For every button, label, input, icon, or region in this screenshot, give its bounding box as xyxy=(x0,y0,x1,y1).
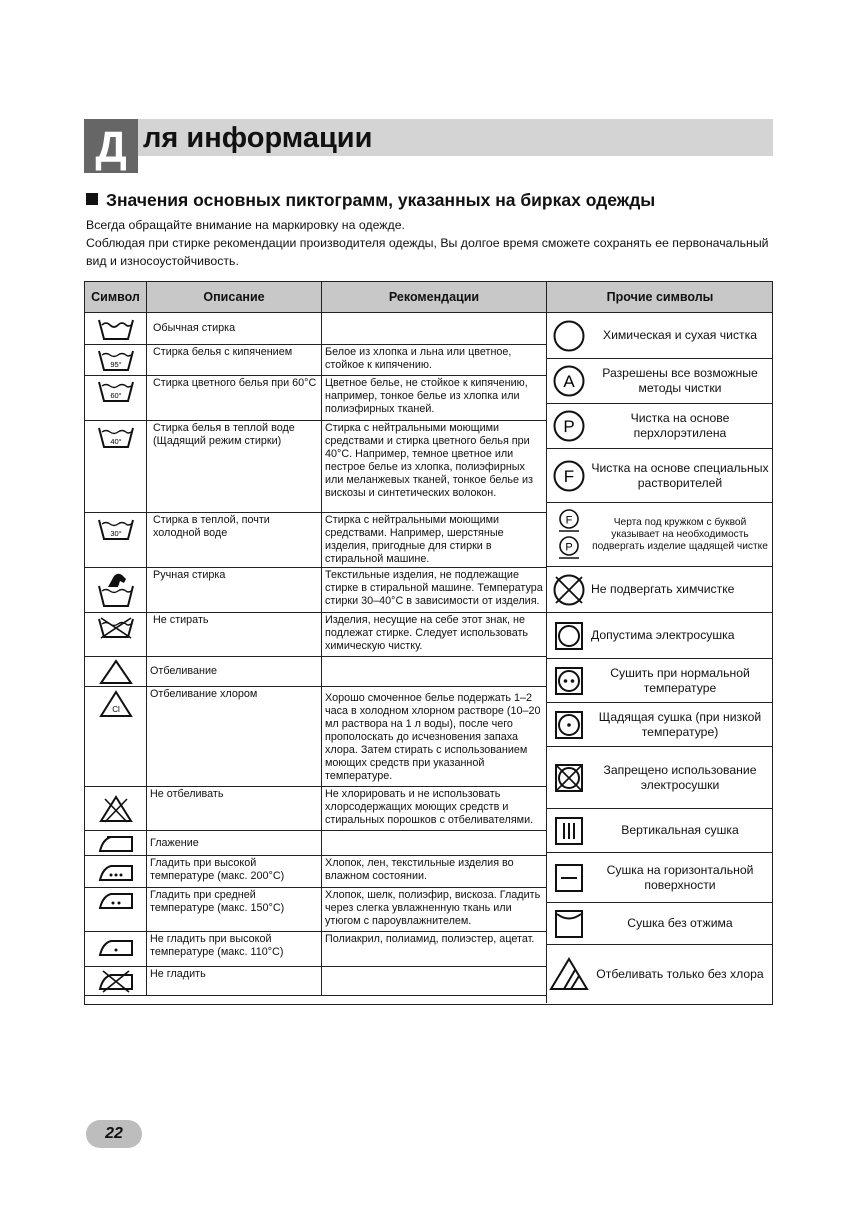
recommendation-cell: Хлопок, лен, текстильные изделия во влажном состоянии. xyxy=(322,856,547,888)
recommendation-cell: Изделия, несущие на себе этот знак, не подлежат стирке. Следует использовать химическую чистку. xyxy=(322,613,547,657)
wash-temp-label: 30° xyxy=(109,529,122,538)
description-cell: Не отбеливать xyxy=(147,787,322,831)
no-tumble-dry-icon xyxy=(554,763,584,793)
symbol-cell xyxy=(85,568,147,613)
other-symbol-row xyxy=(546,566,773,612)
dry-clean-p-icon xyxy=(552,409,586,443)
recommendation-cell: Текстильные изделия, не подлежащие стирке в стиральной машине. Температура стирки 30–40°С в зависимости от изделия. xyxy=(322,568,547,613)
other-symbol-row xyxy=(546,944,773,1003)
symbol-cell xyxy=(85,888,147,932)
recommendation-cell: Цветное белье, не стойкое к кипячению, например, тонкое белье из хлопка или полиэфирных тканей. xyxy=(322,376,547,421)
symbol-cell xyxy=(85,932,147,967)
chlorine-label: Cl xyxy=(111,705,120,714)
header-recommendations: Рекомендации xyxy=(322,282,547,313)
recommendation-cell xyxy=(322,313,547,345)
table-row xyxy=(85,376,547,421)
table-row xyxy=(85,513,547,568)
section-title-text: Значения основных пиктограмм, указанных на бирках одежды xyxy=(106,190,656,210)
recommendation-cell xyxy=(322,657,547,687)
table-row xyxy=(85,687,547,787)
other-symbol-row xyxy=(546,502,773,566)
header-letter-box: Д xyxy=(84,119,138,173)
wash-60-icon xyxy=(96,378,136,404)
table-row xyxy=(85,888,547,932)
gentle-clean-icon xyxy=(556,508,582,562)
section-title xyxy=(86,190,655,211)
page-title: ля информации xyxy=(143,122,373,154)
other-symbol-text: Щадящая сушка (при низкой температуре) xyxy=(598,709,762,739)
table-row xyxy=(85,856,547,888)
other-symbol-text: Чистка на основе специальных растворителей xyxy=(591,460,769,490)
symbol-cell xyxy=(85,513,147,568)
page-number: 22 xyxy=(86,1120,142,1148)
description-cell: Гладить при средней температуре (макс. 150°С) xyxy=(147,888,322,932)
gentle-clean-letter: P xyxy=(565,541,573,553)
description-cell: Стирка в теплой, почти холодной воде xyxy=(147,513,322,568)
wash-temp-label: 95° xyxy=(109,360,122,369)
iron-high-icon xyxy=(97,862,135,882)
other-symbols-column xyxy=(546,281,773,981)
other-symbol-row xyxy=(546,852,773,902)
description-cell: Ручная стирка xyxy=(147,568,322,613)
recommendation-cell xyxy=(322,967,547,996)
bleach-icon xyxy=(99,659,133,685)
flat-dry-icon xyxy=(554,863,584,893)
description-cell: Обычная стирка xyxy=(147,313,322,345)
gentle-clean-letter: F xyxy=(565,514,573,526)
table-row xyxy=(85,787,547,831)
intro-line-2: Соблюдая при стирке рекомендации производителя одежды, Вы долгое время сможете сохранять ее первоначальный вид и износоустойчивость. xyxy=(86,236,769,268)
symbol-cell xyxy=(85,787,147,831)
other-symbol-text: Запрещено использование электросушки xyxy=(603,762,757,792)
description-cell: Стирка белья с кипячением xyxy=(147,345,322,376)
other-symbol-row xyxy=(546,448,773,502)
description-cell: Гладить при высокой температуре (макс. 200°С) xyxy=(147,856,322,888)
no-dry-clean-icon xyxy=(551,572,587,608)
description-cell: Не гладить xyxy=(147,967,322,996)
description-cell: Отбеливание xyxy=(147,657,322,687)
description-cell: Не стирать xyxy=(147,613,322,657)
line-dry-icon xyxy=(554,816,584,846)
table-row xyxy=(85,932,547,967)
tumble-dry-icon xyxy=(554,621,584,651)
recommendation-cell: Стирка с нейтральными моющими средствами. Например, шерстяные изделия, пригодные для стирки в стиральной машине. xyxy=(322,513,547,568)
dry-clean-icon xyxy=(552,319,586,353)
description-cell: Стирка цветного белья при 60°С xyxy=(147,376,322,421)
other-symbol-text: Разрешены все возможные методы чистки xyxy=(602,366,758,395)
iron-icon xyxy=(97,833,135,853)
dry-clean-a-icon xyxy=(552,364,586,398)
other-symbol-text: Сушить при нормальной температуре xyxy=(610,665,750,695)
other-symbol-text: Вертикальная сушка xyxy=(621,823,739,837)
no-iron-icon xyxy=(97,969,135,993)
symbol-cell xyxy=(85,856,147,888)
table-row xyxy=(85,421,547,513)
intro-text xyxy=(86,216,776,270)
symbol-cell xyxy=(85,613,147,657)
table-row xyxy=(85,831,547,856)
description-cell: Отбеливание хлором xyxy=(147,687,322,787)
dry-clean-letter: F xyxy=(563,466,575,486)
other-symbol-text: Черта под кружком с буквой указывает на необходимость подвергать изделие щадящей чистке xyxy=(592,516,768,552)
no-bleach-icon xyxy=(99,795,133,823)
other-symbol-text: Сушка без отжима xyxy=(627,916,733,930)
other-symbol-text: Отбеливать только без хлора xyxy=(596,966,764,981)
symbol-cell xyxy=(85,831,147,856)
dry-clean-f-icon xyxy=(552,459,586,493)
recommendation-cell: Белое из хлопка и льна или цветное, стойкое к кипячению. xyxy=(322,345,547,376)
wash-40-icon xyxy=(96,424,136,450)
intro-line-1: Всегда обращайте внимание на маркировку на одежде. xyxy=(86,218,405,232)
no-iron-high-icon xyxy=(97,937,135,961)
symbol-cell xyxy=(85,313,147,345)
other-symbol-row xyxy=(546,313,773,358)
other-symbol-row xyxy=(546,902,773,944)
header-other-symbols: Прочие символы xyxy=(546,281,773,313)
wash-tub-icon xyxy=(96,316,136,342)
other-symbol-row xyxy=(546,403,773,448)
wash-temp-label: 40° xyxy=(109,437,122,446)
table-row xyxy=(85,657,547,687)
other-symbol-row xyxy=(546,358,773,403)
other-symbol-row xyxy=(546,612,773,658)
other-symbol-row xyxy=(546,702,773,746)
description-cell: Глажение xyxy=(147,831,322,856)
recommendation-cell: Полиакрил, полиамид, полиэстер, ацетат. xyxy=(322,932,547,967)
other-symbol-row xyxy=(546,808,773,852)
wash-95-icon xyxy=(96,347,136,373)
other-symbol-row xyxy=(546,658,773,702)
table-row xyxy=(85,345,547,376)
table-row xyxy=(85,967,547,996)
recommendation-cell: Не хлорировать и не использовать хлорсодержащих моющих средств и стиральных порошков с отбеливателями. xyxy=(322,787,547,831)
header-symbol: Символ xyxy=(85,282,147,313)
other-symbol-text: Допустима электросушка xyxy=(591,628,735,642)
iron-medium-icon xyxy=(97,890,135,910)
symbol-cell xyxy=(85,376,147,421)
wash-temp-label: 60° xyxy=(109,391,122,400)
drip-dry-icon xyxy=(554,909,584,939)
chlorine-bleach-icon xyxy=(99,690,133,718)
recommendation-cell: Хлопок, шелк, полиэфир, вискоза. Гладить через слегка увлажненную ткань или утюгом с пароувлажнителем. xyxy=(322,888,547,932)
wash-30-icon xyxy=(96,516,136,542)
table-row xyxy=(85,568,547,613)
dry-clean-letter: P xyxy=(563,417,575,436)
symbol-cell xyxy=(85,687,147,787)
other-symbol-text: Чистка на основе перхлорэтилена xyxy=(630,411,730,440)
other-symbol-text: Химическая и сухая чистка xyxy=(602,328,758,342)
description-cell: Не гладить при высокой температуре (макс. 110°С) xyxy=(147,932,322,967)
recommendation-cell: Стирка с нейтральными моющими средствами и стирка цветного белья при 40°С. Например, темное цветное или пестрое белье из хлопка, полиэфирных или меланжевых тканей, тонкое белье из вискозы и синтетических волокон. xyxy=(322,421,547,513)
other-symbol-text: Не подвергать химчистке xyxy=(591,582,735,596)
recommendation-cell xyxy=(322,831,547,856)
symbol-cell xyxy=(85,345,147,376)
other-symbol-row xyxy=(546,746,773,808)
symbol-cell xyxy=(85,657,147,687)
symbol-cell xyxy=(85,967,147,996)
recommendation-cell: Хорошо смоченное белье подержать 1–2 часа в холодном хлорном растворе (10–20 мл раствора на 1 л воды), после чего прополоскать до исчезновения запаха хлора. Затем стирать с использованием моющих средств при указанной температуре. xyxy=(322,687,547,787)
non-chlorine-bleach-icon xyxy=(549,957,589,991)
other-symbol-text: Сушка на горизонтальной поверхности xyxy=(606,862,754,892)
tumble-dry-low-icon xyxy=(554,710,584,740)
dry-clean-letter: A xyxy=(563,372,575,391)
no-wash-icon xyxy=(96,616,136,640)
hand-wash-icon xyxy=(96,571,136,609)
symbols-table xyxy=(84,281,547,996)
tumble-dry-normal-icon xyxy=(554,666,584,696)
table-row xyxy=(85,613,547,657)
symbol-cell xyxy=(85,421,147,513)
table-row xyxy=(85,313,547,345)
square-bullet-icon xyxy=(86,193,98,205)
description-cell: Стирка белья в теплой воде (Щадящий режим стирки) xyxy=(147,421,322,513)
header-description: Описание xyxy=(147,282,322,313)
table-header-row xyxy=(85,282,547,313)
